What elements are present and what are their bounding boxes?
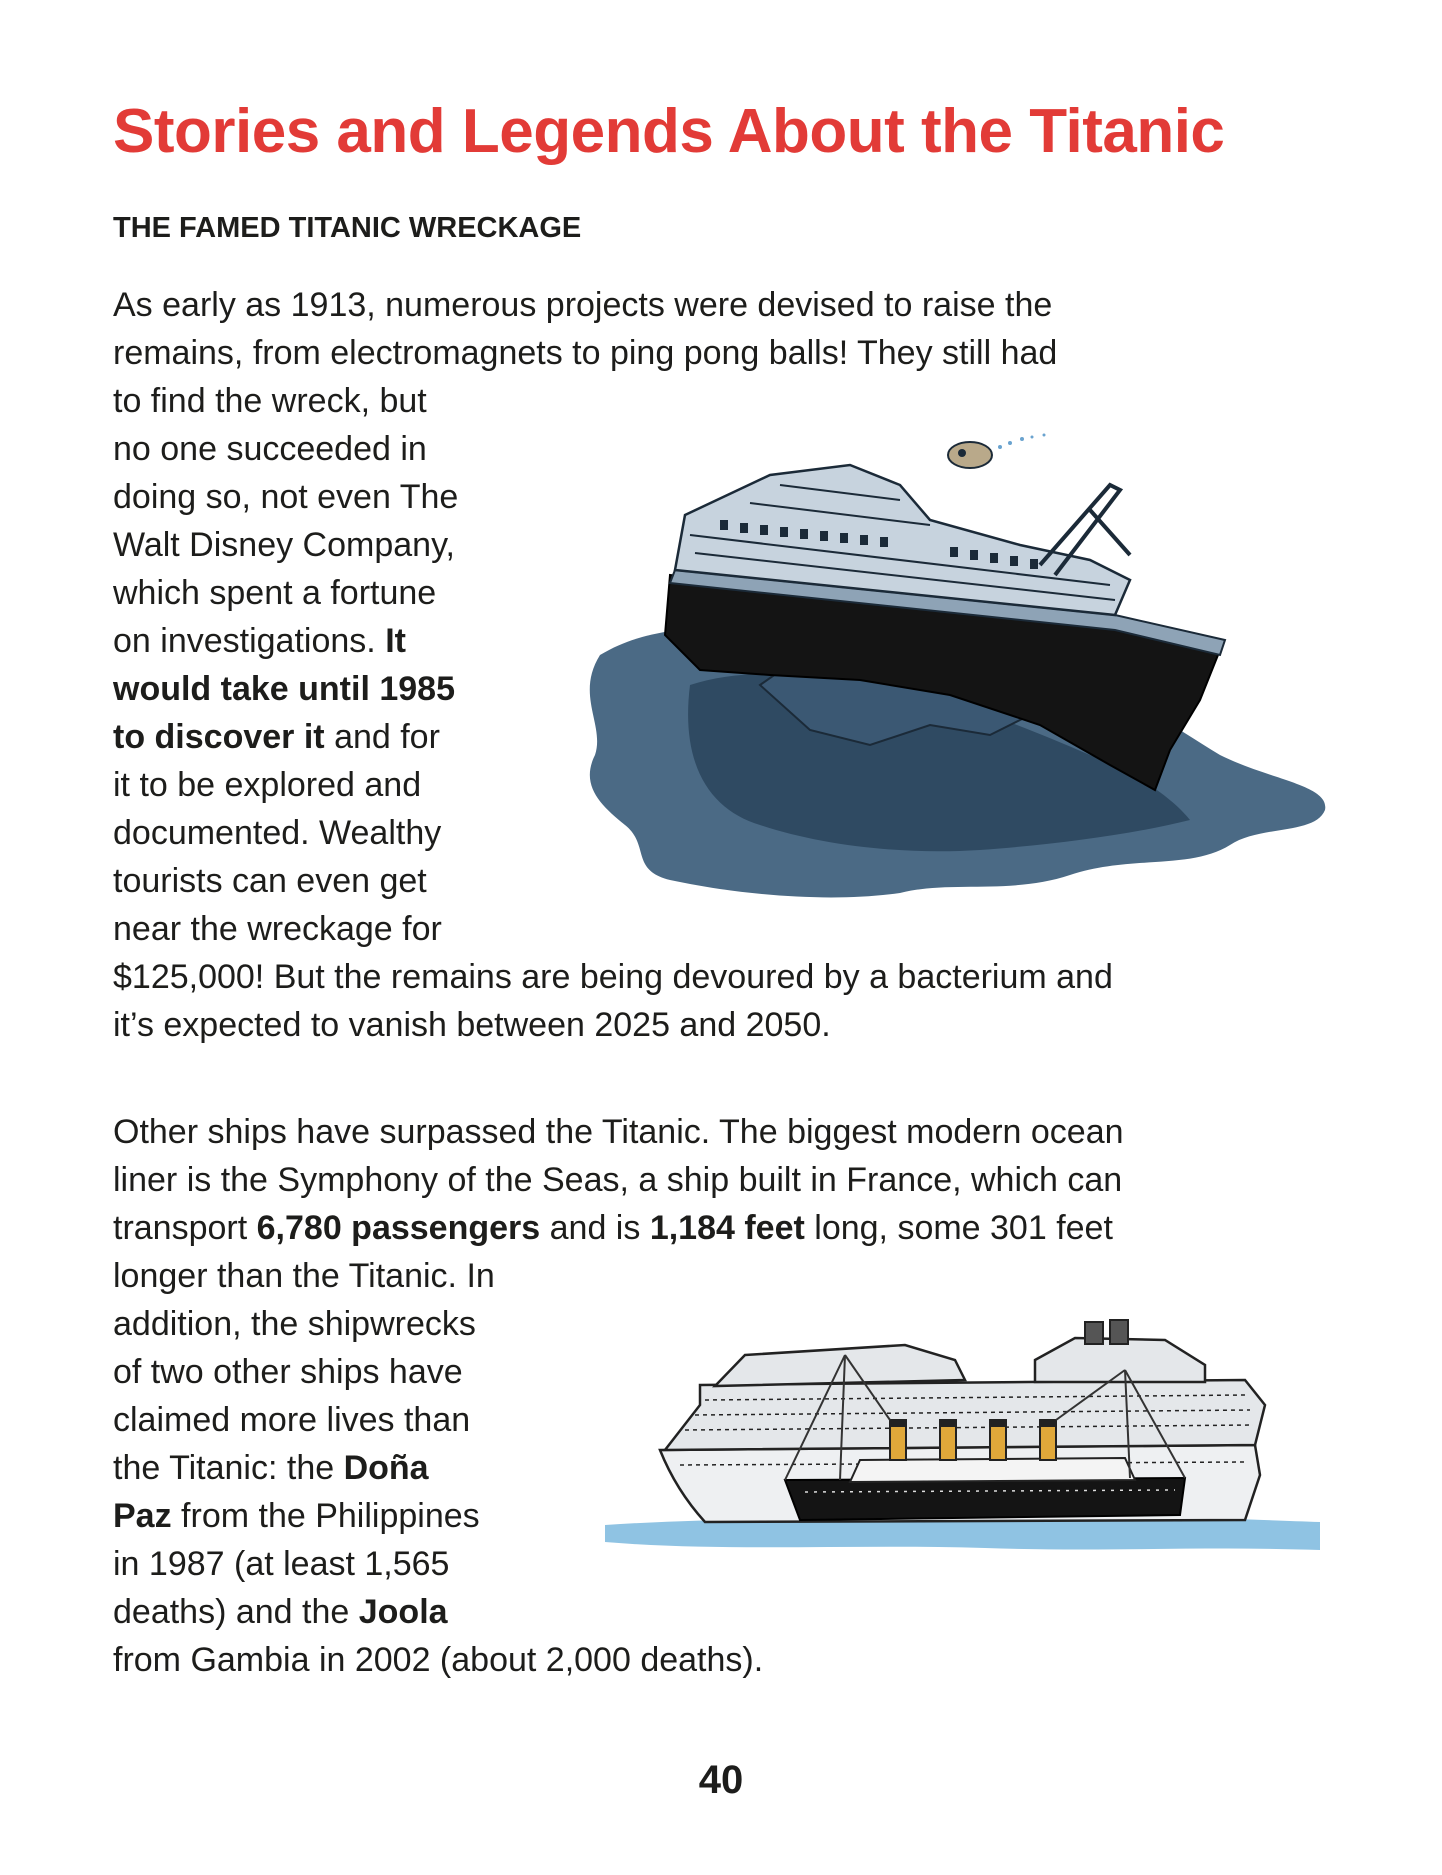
paragraph-line <box>113 1448 429 1488</box>
paragraph-line <box>113 621 406 661</box>
bold-text: 6,780 passengers <box>256 1209 541 1247</box>
bold-text: to discover it <box>113 718 325 756</box>
submersible <box>948 434 1046 469</box>
paragraph-line <box>113 1592 448 1632</box>
bold-text: Paz <box>113 1497 172 1535</box>
paragraph-line: from Gambia in 2002 (about 2,000 deaths). <box>113 1641 764 1679</box>
paragraph-line: remains, from electromagnets to ping pong balls! They still had <box>113 334 1058 372</box>
paragraph-line: documented. Wealthy <box>113 814 442 852</box>
paragraph-line <box>113 1208 1113 1248</box>
section-subheading: THE FAMED TITANIC WRECKAGE <box>113 212 582 244</box>
bold-text: would take until 1985 <box>113 670 455 708</box>
paragraph-line: near the wreckage for <box>113 910 442 948</box>
paragraph-line: in 1987 (at least 1,565 <box>113 1545 450 1583</box>
text-span: from the Philippines <box>181 1497 480 1535</box>
page-title: Stories and Legends About the Titanic <box>113 97 1225 166</box>
bold-text: Joola <box>358 1593 448 1631</box>
paragraph-line: As early as 1913, numerous projects were devised to raise the <box>113 286 1053 324</box>
paragraph-line: of two other ships have <box>113 1353 463 1391</box>
text-span: and is <box>549 1209 641 1247</box>
text-span: long, some 301 feet <box>814 1209 1113 1247</box>
cruise-ship-vs-titanic-illustration <box>605 1310 1325 1560</box>
titanic-superstructure <box>850 1458 1135 1482</box>
cruise-ship-top <box>715 1338 1205 1386</box>
paragraph-line: $125,000! But the remains are being devoured by a bacterium and <box>113 958 1113 996</box>
paragraph-line: to find the wreck, but <box>113 382 427 420</box>
bold-text: Doña <box>343 1449 429 1487</box>
bold-text: 1,184 feet <box>649 1209 805 1247</box>
paragraph-line: Other ships have surpassed the Titanic. The biggest modern ocean <box>113 1113 1124 1151</box>
text-span: on investigations. <box>113 622 376 660</box>
page-number: 40 <box>698 1758 744 1802</box>
paragraph-line <box>113 717 440 757</box>
paragraph-line: liner is the Symphony of the Seas, a ship built in France, which can <box>113 1161 1123 1199</box>
paragraph-line: Walt Disney Company, <box>113 526 455 564</box>
paragraph-line: claimed more lives than <box>113 1401 471 1439</box>
cruise-ship-funnel <box>1110 1320 1128 1344</box>
cruise-ship-funnel <box>1085 1322 1103 1344</box>
text-span: transport <box>113 1209 248 1247</box>
paragraph-line: addition, the shipwrecks <box>113 1305 476 1343</box>
text-span: and for <box>334 718 440 756</box>
paragraph-line: it to be explored and <box>113 766 422 804</box>
bold-text: It <box>385 622 406 660</box>
titanic-hull <box>785 1478 1185 1520</box>
paragraph-line <box>113 669 455 709</box>
paragraph-line: doing so, not even The <box>113 478 459 516</box>
paragraph-line: it’s expected to vanish between 2025 and 2050. <box>113 1006 831 1044</box>
text-span: the Titanic: the <box>113 1449 335 1487</box>
paragraph-line: no one succeeded in <box>113 430 427 468</box>
titanic-wreck-illustration <box>570 425 1340 900</box>
paragraph-line: longer than the Titanic. In <box>113 1257 495 1295</box>
paragraph-line: tourists can even get <box>113 862 427 900</box>
paragraph-line: which spent a fortune <box>113 574 437 612</box>
paragraph-line <box>113 1496 480 1536</box>
text-span: deaths) and the <box>113 1593 350 1631</box>
